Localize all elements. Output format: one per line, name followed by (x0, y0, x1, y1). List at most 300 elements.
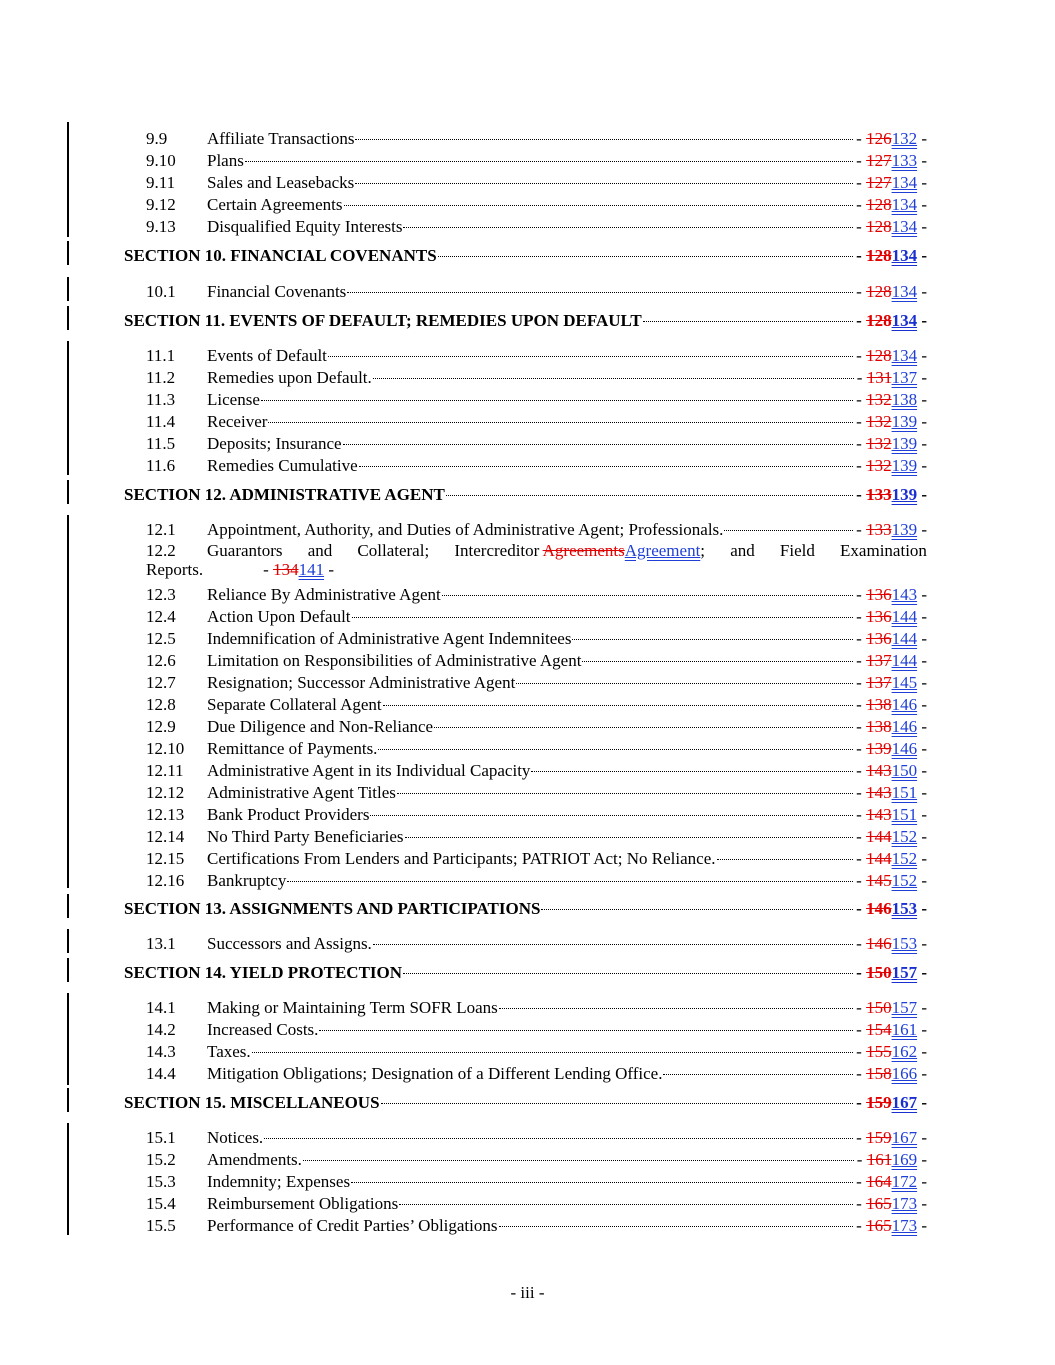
new-page-number-link[interactable]: 151 (891, 783, 918, 802)
new-page-number-link[interactable]: 152 (891, 871, 918, 890)
new-page-number-link[interactable]: 133 (891, 151, 918, 170)
page-suffix: - (917, 412, 927, 431)
dot-leader (397, 793, 853, 794)
toc-title-leader-wrap (207, 782, 854, 804)
toc-entry[interactable] (0, 933, 1055, 955)
toc-entry-title: Indemnification of Administrative Agent Indemnitees (207, 629, 572, 648)
new-page-number-link[interactable]: 139 (891, 456, 918, 475)
new-page-number-link[interactable]: 146 (891, 695, 918, 714)
new-page-number-link[interactable]: 145 (891, 673, 918, 692)
toc-entry-number: 12.15 (146, 849, 185, 868)
toc-entry-title: Due Diligence and Non-Reliance (207, 717, 434, 736)
page-prefix: - (856, 998, 867, 1017)
new-page-number-link[interactable]: 173 (891, 1216, 918, 1235)
page-prefix: - (856, 651, 867, 670)
page-suffix: - (917, 1128, 927, 1147)
dot-leader (264, 1138, 853, 1139)
toc-entry[interactable] (0, 1019, 1055, 1041)
new-page-number-link[interactable]: 172 (891, 1172, 918, 1191)
toc-entry-number: 15.1 (146, 1128, 176, 1147)
new-page-number-link[interactable]: 137 (891, 368, 918, 387)
dot-leader (381, 1103, 854, 1104)
toc-entry[interactable] (0, 870, 1055, 892)
dot-leader (355, 183, 853, 184)
page-prefix: - (856, 717, 867, 736)
toc-title-leader-wrap (124, 898, 854, 920)
toc-entry-title: Affiliate Transactions (207, 129, 355, 148)
page-suffix: - (917, 783, 927, 802)
page-prefix: - (856, 1042, 867, 1061)
page-suffix: - (917, 899, 927, 918)
section-title: SECTION 14. YIELD PROTECTION (124, 963, 403, 982)
new-page-number-link[interactable]: 134 (891, 195, 918, 214)
toc-entry[interactable] (0, 826, 1055, 848)
toc-entry-number: 12.6 (146, 651, 176, 670)
old-page-number: 132 (866, 434, 892, 453)
page-prefix: - (856, 585, 867, 604)
toc-entry-number: 12.3 (146, 585, 176, 604)
page-suffix: - (917, 311, 927, 330)
toc-entry-title: Increased Costs. (207, 1020, 319, 1039)
dot-leader (516, 683, 853, 684)
page-reference (856, 1092, 927, 1114)
toc-section-heading[interactable] (0, 898, 1055, 920)
toc-entry-number: 11.4 (146, 412, 176, 431)
toc-entry[interactable] (0, 150, 1055, 172)
toc-entry-title: Making or Maintaining Term SOFR Loans (207, 998, 498, 1017)
toc-entry[interactable] (0, 1193, 1055, 1215)
page-suffix: - (917, 1020, 927, 1039)
revision-change-bar (67, 958, 69, 982)
toc-entry[interactable] (0, 584, 1055, 606)
toc-entry[interactable] (0, 281, 1055, 303)
toc-entry-title: Separate Collateral Agent (207, 695, 382, 714)
toc-entry-title: Reliance By Administrative Agent (207, 585, 441, 604)
dot-leader (403, 227, 853, 228)
page-reference (856, 484, 927, 506)
new-page-number-link[interactable]: 166 (891, 1064, 918, 1083)
page-reference (856, 1063, 927, 1085)
old-page-number: 144 (866, 827, 892, 846)
dot-leader (347, 292, 853, 293)
toc-entry[interactable] (0, 389, 1055, 411)
toc-word-part: Intercreditor (454, 541, 540, 560)
dot-leader (245, 161, 853, 162)
toc-entry-title: License (207, 390, 260, 409)
toc-entry-number: 12.12 (146, 783, 185, 802)
page-reference (856, 672, 927, 694)
old-page-number: 128 (866, 282, 892, 301)
page-suffix: - (917, 1194, 927, 1213)
section-title: SECTION 15. MISCELLANEOUS (124, 1093, 380, 1112)
new-page-number-link[interactable]: 146 (891, 717, 918, 736)
page-prefix: - (856, 783, 867, 802)
page-reference (856, 345, 927, 367)
old-page-number: 138 (866, 695, 892, 714)
page-suffix: - (917, 695, 927, 714)
page-reference (856, 1019, 927, 1041)
page-prefix: - (856, 346, 867, 365)
old-page-number: 138 (866, 717, 892, 736)
page-suffix: - (917, 1064, 927, 1083)
new-page-number-link[interactable]: 134 (891, 311, 918, 330)
toc-entry-number: 12.13 (146, 805, 185, 824)
page-prefix: - (856, 390, 867, 409)
revision-change-bar (67, 1088, 69, 1112)
page-suffix: - (917, 673, 927, 692)
toc-entry-title: Events of Default (207, 346, 327, 365)
new-page-number-link[interactable]: 157 (891, 998, 918, 1017)
toc-entry[interactable] (0, 455, 1055, 477)
toc-title-leader-wrap (207, 1171, 854, 1193)
toc-title-leader-wrap (207, 1127, 854, 1149)
page-suffix: - (917, 368, 927, 387)
new-page-number-link[interactable]: 141 (298, 560, 325, 579)
toc-section-heading[interactable] (0, 962, 1055, 984)
page-prefix: - (856, 368, 867, 387)
toc-title-leader-wrap (207, 1149, 855, 1171)
page-suffix: - (917, 805, 927, 824)
toc-entry[interactable] (0, 519, 1055, 541)
toc-entry[interactable] (0, 194, 1055, 216)
page-reference (856, 782, 927, 804)
old-page-number: 137 (866, 651, 892, 670)
old-page-number: 128 (866, 311, 892, 330)
inserted-text: Agreement (624, 541, 701, 560)
toc-entry[interactable] (0, 128, 1055, 150)
old-page-number: 132 (866, 412, 892, 431)
new-page-number-link[interactable]: 139 (891, 434, 918, 453)
toc-entry-title: Taxes. (207, 1042, 251, 1061)
new-page-number-link[interactable]: 134 (891, 246, 918, 265)
new-page-number-link[interactable]: 144 (891, 651, 918, 670)
toc-title-leader-wrap (207, 281, 854, 303)
dot-leader (373, 944, 853, 945)
toc-title-leader-wrap (207, 367, 855, 389)
revision-change-bar (67, 277, 69, 301)
dot-leader (531, 771, 853, 772)
page-reference (856, 172, 927, 194)
toc-entry-title: Receiver (207, 412, 268, 431)
page-prefix: - (856, 1172, 867, 1191)
page-suffix: - (917, 390, 927, 409)
toc-entry[interactable] (0, 738, 1055, 760)
toc-entry[interactable] (0, 672, 1055, 694)
page-reference (856, 584, 927, 606)
dot-leader (541, 909, 853, 910)
new-page-number-link[interactable]: 167 (891, 1093, 918, 1112)
old-page-number: 158 (866, 1064, 892, 1083)
toc-title-leader-wrap (207, 1041, 854, 1063)
page-reference (856, 216, 927, 238)
old-page-number: 128 (866, 195, 892, 214)
old-page-number: 136 (866, 629, 892, 648)
page-reference (857, 1149, 927, 1171)
toc-entry-title: Resignation; Successor Administrative Agent (207, 673, 516, 692)
old-page-number: 159 (866, 1093, 892, 1112)
new-page-number-link[interactable]: 134 (891, 173, 918, 192)
new-page-number-link[interactable]: 173 (891, 1194, 918, 1213)
page-prefix: - (856, 899, 867, 918)
page-reference (856, 281, 927, 303)
new-page-number-link[interactable]: 169 (891, 1150, 918, 1169)
new-page-number-link[interactable]: 139 (891, 412, 918, 431)
page-prefix: - (856, 520, 867, 539)
toc-title-leader-wrap (207, 216, 854, 238)
page-suffix: - (917, 434, 927, 453)
toc-section-heading[interactable] (0, 310, 1055, 332)
toc-entry-title: Remedies upon Default. (207, 368, 372, 387)
page-suffix: - (917, 585, 927, 604)
toc-entry[interactable] (0, 1127, 1055, 1149)
toc-entry-number: 14.1 (146, 998, 176, 1017)
toc-word: and (730, 541, 755, 560)
old-page-number: 137 (866, 673, 892, 692)
page-prefix: - (856, 412, 867, 431)
section-title: SECTION 13. ASSIGNMENTS AND PARTICIPATIONS (124, 899, 541, 918)
toc-title-leader-wrap (207, 672, 854, 694)
page-suffix: - (917, 629, 927, 648)
old-page-number: 146 (866, 934, 892, 953)
page-reference (856, 650, 927, 672)
old-page-number: 154 (866, 1020, 892, 1039)
toc-entry-number: 12.1 (146, 520, 176, 539)
old-page-number: 159 (866, 1128, 892, 1147)
revision-change-bar (67, 929, 69, 953)
toc-word: Examination (840, 541, 927, 560)
toc-entry[interactable] (0, 782, 1055, 804)
old-page-number: 132 (866, 390, 892, 409)
toc-title-leader-wrap (207, 389, 854, 411)
toc-entry-number: 14.4 (146, 1064, 176, 1083)
toc-entry[interactable] (0, 716, 1055, 738)
new-page-number-link[interactable]: 162 (891, 1042, 918, 1061)
toc-title-leader-wrap (207, 650, 854, 672)
new-page-number-link[interactable]: 139 (891, 485, 918, 504)
page-prefix: - (856, 607, 867, 626)
toc-entry[interactable] (0, 1215, 1055, 1237)
toc-entry[interactable] (0, 694, 1055, 716)
page-reference (856, 310, 927, 332)
dot-leader (446, 495, 853, 496)
toc-title-leader-wrap (207, 933, 854, 955)
page-suffix: - (917, 520, 927, 539)
page-reference (856, 716, 927, 738)
dot-leader (252, 1052, 854, 1053)
toc-title-leader-wrap (207, 150, 854, 172)
page-prefix: - (856, 827, 867, 846)
revision-change-bar (67, 993, 69, 1085)
toc-entry[interactable] (0, 216, 1055, 238)
toc-entry-number: 11.5 (146, 434, 176, 453)
dot-leader (572, 639, 853, 640)
toc-entry-title: Certifications From Lenders and Participants; PATRIOT Act; No Reliance. (207, 849, 716, 868)
dot-leader (261, 400, 853, 401)
toc-entry-title: Administrative Agent in its Individual Capacity (207, 761, 531, 780)
old-page-number: 150 (866, 963, 892, 982)
page-suffix: - (917, 827, 927, 846)
page-reference (856, 826, 927, 848)
old-page-number: 150 (866, 998, 892, 1017)
page-reference (856, 150, 927, 172)
page-reference (856, 1127, 927, 1149)
old-page-number: 136 (866, 607, 892, 626)
new-page-number-link[interactable]: 144 (891, 629, 918, 648)
new-page-number-link[interactable]: 153 (891, 899, 918, 918)
page-prefix: - (856, 673, 867, 692)
toc-entry[interactable] (0, 433, 1055, 455)
dot-leader (378, 749, 853, 750)
toc-entry[interactable] (0, 628, 1055, 650)
toc-title-leader-wrap (124, 245, 854, 267)
toc-word: Intercreditor AgreementsAgreement; (454, 541, 706, 560)
toc-entry-number: 12.8 (146, 695, 176, 714)
new-page-number-link[interactable]: 138 (891, 390, 918, 409)
toc-entry-title: Disqualified Equity Interests (207, 217, 403, 236)
page-suffix: - (917, 195, 927, 214)
page-suffix: - (917, 761, 927, 780)
toc-word: Field (779, 541, 815, 560)
dot-leader (724, 530, 853, 531)
page-prefix: - (263, 560, 274, 579)
toc-entry-title: Bank Product Providers (207, 805, 370, 824)
new-page-number-link[interactable]: 150 (891, 761, 918, 780)
page-reference (856, 804, 927, 826)
toc-entry-title-cont: Reports. (146, 560, 204, 579)
new-page-number-link[interactable]: 132 (891, 129, 918, 148)
page-reference (856, 389, 927, 411)
toc-entry[interactable] (0, 172, 1055, 194)
new-page-number-link[interactable]: 134 (891, 282, 918, 301)
new-page-number-link[interactable]: 151 (891, 805, 918, 824)
toc-entry-number: 9.10 (146, 151, 176, 170)
old-page-number: 164 (866, 1172, 892, 1191)
toc-entry[interactable] (0, 1041, 1055, 1063)
toc-entry-number: 12.5 (146, 629, 176, 648)
toc-section-heading[interactable] (0, 1092, 1055, 1114)
toc-entry-number: 12.2 (146, 541, 176, 560)
old-page-number: 133 (866, 520, 892, 539)
new-page-number-link[interactable]: 152 (891, 849, 918, 868)
toc-entry[interactable] (0, 760, 1055, 782)
page-prefix: - (856, 246, 867, 265)
page-suffix: - (917, 282, 927, 301)
new-page-number-link[interactable]: 134 (891, 217, 918, 236)
toc-title-leader-wrap (207, 519, 854, 541)
new-page-number-link[interactable]: 146 (891, 739, 918, 758)
page-reference (856, 433, 927, 455)
toc-entry-title: Administrative Agent Titles (207, 783, 396, 802)
new-page-number-link[interactable]: 152 (891, 827, 918, 846)
toc-title-leader-wrap (207, 584, 854, 606)
new-page-number-link[interactable]: 157 (891, 963, 918, 982)
page-prefix: - (856, 434, 867, 453)
page-prefix: - (856, 282, 867, 301)
toc-title-leader-wrap (124, 962, 854, 984)
old-page-number: 143 (866, 761, 892, 780)
toc-section-heading[interactable] (0, 484, 1055, 506)
page-prefix: - (856, 871, 867, 890)
toc-entry[interactable] (0, 1171, 1055, 1193)
revision-change-bar (67, 241, 69, 265)
toc-entry-title: Successors and Assigns. (207, 934, 372, 953)
toc-entry-number: 15.2 (146, 1150, 176, 1169)
page-reference (856, 962, 927, 984)
toc-entry-number: 9.12 (146, 195, 176, 214)
toc-entry-title: Plans (207, 151, 244, 170)
toc-entry-number: 11.6 (146, 456, 176, 475)
toc-title-leader-wrap (207, 804, 854, 826)
toc-title-leader-wrap (207, 997, 854, 1019)
new-page-number-link[interactable]: 143 (891, 585, 918, 604)
new-page-number-link[interactable]: 153 (891, 934, 918, 953)
toc-entry[interactable] (0, 650, 1055, 672)
toc-entry[interactable] (0, 848, 1055, 870)
dot-leader (438, 256, 853, 257)
page-prefix: - (856, 195, 867, 214)
toc-entry[interactable] (0, 367, 1055, 389)
dot-leader (268, 422, 853, 423)
toc-entry-title: Amendments. (207, 1150, 302, 1169)
new-page-number-link[interactable]: 161 (891, 1020, 918, 1039)
dot-leader (319, 1030, 853, 1031)
toc-title-leader-wrap (207, 694, 854, 716)
dot-leader (643, 321, 854, 322)
page-reference (856, 245, 927, 267)
toc-entry-number: 12.4 (146, 607, 176, 626)
toc-entry[interactable] (0, 345, 1055, 367)
toc-title-leader-wrap (207, 760, 854, 782)
page-suffix: - (917, 1150, 927, 1169)
toc-entry-number: 9.13 (146, 217, 176, 236)
old-page-number: 143 (866, 805, 892, 824)
toc-entry-title: Deposits; Insurance (207, 434, 342, 453)
toc-entry[interactable] (0, 411, 1055, 433)
dot-leader (343, 444, 854, 445)
old-page-number: 144 (866, 849, 892, 868)
revision-change-bar (67, 480, 69, 504)
toc-title-leader-wrap (124, 1092, 854, 1114)
page-prefix: - (856, 1150, 867, 1169)
toc-word: and (307, 541, 333, 560)
page-prefix: - (856, 173, 867, 192)
new-page-number-link[interactable]: 167 (891, 1128, 918, 1147)
dot-leader (383, 705, 853, 706)
new-page-number-link[interactable]: 144 (891, 607, 918, 626)
toc-section-heading[interactable] (0, 245, 1055, 267)
toc-entry[interactable] (0, 804, 1055, 826)
page-reference (856, 898, 927, 920)
new-page-number-link[interactable]: 134 (891, 346, 918, 365)
toc-title-leader-wrap (207, 345, 854, 367)
toc-entry[interactable] (0, 606, 1055, 628)
toc-entry[interactable] (0, 1149, 1055, 1171)
toc-entry-number: 15.3 (146, 1172, 176, 1191)
toc-entry-title: Action Upon Default (207, 607, 351, 626)
toc-title-leader-wrap (207, 1063, 854, 1085)
toc-entry[interactable] (0, 1063, 1055, 1085)
old-page-number: 161 (866, 1150, 892, 1169)
page-suffix: - (917, 217, 927, 236)
toc-entry-number: 12.11 (146, 761, 184, 780)
toc-title-leader-wrap (207, 826, 854, 848)
dot-leader (373, 378, 854, 379)
page-reference (856, 694, 927, 716)
toc-title-leader-wrap (207, 1215, 854, 1237)
new-page-number-link[interactable]: 139 (891, 520, 918, 539)
toc-entry[interactable] (0, 997, 1055, 1019)
toc-entry-title: Reimbursement Obligations (207, 1194, 399, 1213)
